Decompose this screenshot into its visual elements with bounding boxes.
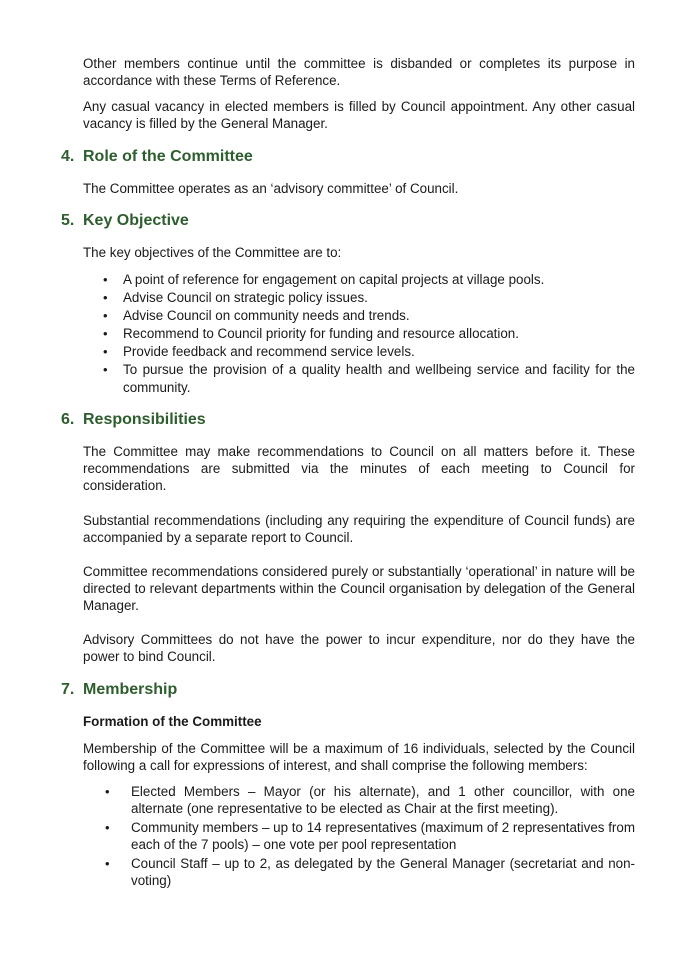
bullet-icon: •	[105, 855, 110, 871]
bullet-icon: •	[105, 784, 110, 799]
section-6-paragraph-3: Committee recommendations considered purely or substantially ‘operational’ in nature will be directed to relevant departments within the Council organisation by delegation of the General Manager.	[83, 564, 635, 614]
list-item	[83, 343, 635, 360]
intro-paragraph-1: Other members continue until the committee is disbanded or completes its purpose in accordance with these Terms of Reference.	[83, 56, 635, 89]
list-item	[83, 289, 635, 306]
section-5-heading	[61, 211, 189, 231]
formation-subheading: Formation of the Committee	[83, 714, 262, 729]
list-item	[83, 271, 635, 288]
bullet-icon: •	[103, 344, 108, 360]
objective-text: Provide feedback and recommend service levels.	[123, 344, 415, 360]
section-6-paragraph-2: Substantial recommendations (including any requiring the expenditure of Council funds) are accompanied by a separate report to Council.	[83, 513, 635, 546]
bullet-icon: •	[103, 326, 108, 342]
list-item	[83, 855, 635, 889]
section-5-title: Key Objective	[83, 212, 189, 229]
section-4-heading	[61, 147, 253, 167]
objective-text: Recommend to Council priority for funding and resource allocation.	[123, 326, 519, 342]
section-5-number: 5.	[61, 212, 75, 229]
objective-text: Advise Council on strategic policy issues.	[123, 290, 368, 306]
bullet-icon: •	[103, 308, 108, 324]
member-text: Council Staff – up to 2, as delegated by the General Manager (secretariat and non-voting)	[131, 855, 635, 889]
membership-list	[83, 783, 635, 891]
section-4-text: The Committee operates as an ‘advisory committee’ of Council.	[83, 181, 459, 196]
bullet-icon: •	[105, 819, 110, 835]
section-6-heading	[61, 410, 206, 430]
member-text: Elected Members – Mayor (or his alternate), and 1 other councillor, with one alternate (one representative to be elected as Chair at the first meeting).	[131, 784, 635, 817]
bullet-icon: •	[103, 362, 108, 378]
objective-text: To pursue the provision of a quality health and wellbeing service and facility for the community.	[123, 362, 635, 395]
list-item	[83, 361, 635, 395]
section-4-number: 4.	[61, 148, 75, 165]
bullet-icon: •	[103, 272, 108, 287]
list-item	[83, 307, 635, 324]
section-7-heading	[61, 680, 177, 700]
section-5-lead: The key objectives of the Committee are to:	[83, 245, 342, 260]
member-text: Community members – up to 14 representatives (maximum of 2 representatives from each of the 7 pools) – one vote per pool representation	[131, 819, 635, 853]
section-7-number: 7.	[61, 681, 75, 698]
section-6-paragraph-4: Advisory Committees do not have the power to incur expenditure, nor do they have the power to bind Council.	[83, 632, 635, 665]
objectives-list	[83, 271, 635, 397]
list-item	[83, 783, 635, 817]
section-6-title: Responsibilities	[83, 411, 206, 428]
section-6-paragraph-1: The Committee may make recommendations to Council on all matters before it. These recommendations are submitted via the minutes of each meeting to Council for consideration.	[83, 444, 635, 494]
section-6-number: 6.	[61, 411, 75, 428]
list-item	[83, 819, 635, 853]
bullet-icon: •	[103, 290, 108, 306]
section-4-title: Role of the Committee	[83, 148, 253, 165]
section-7-lead: Membership of the Committee will be a maximum of 16 individuals, selected by the Council following a call for expressions of interest, and shall comprise the following members:	[83, 741, 635, 774]
list-item	[83, 325, 635, 342]
section-7-title: Membership	[83, 681, 178, 698]
objective-text: A point of reference for engagement on capital projects at village pools.	[123, 272, 545, 287]
objective-text: Advise Council on community needs and trends.	[123, 308, 410, 324]
intro-paragraph-2: Any casual vacancy in elected members is filled by Council appointment. Any other casual vacancy is filled by the General Manager.	[83, 99, 635, 132]
